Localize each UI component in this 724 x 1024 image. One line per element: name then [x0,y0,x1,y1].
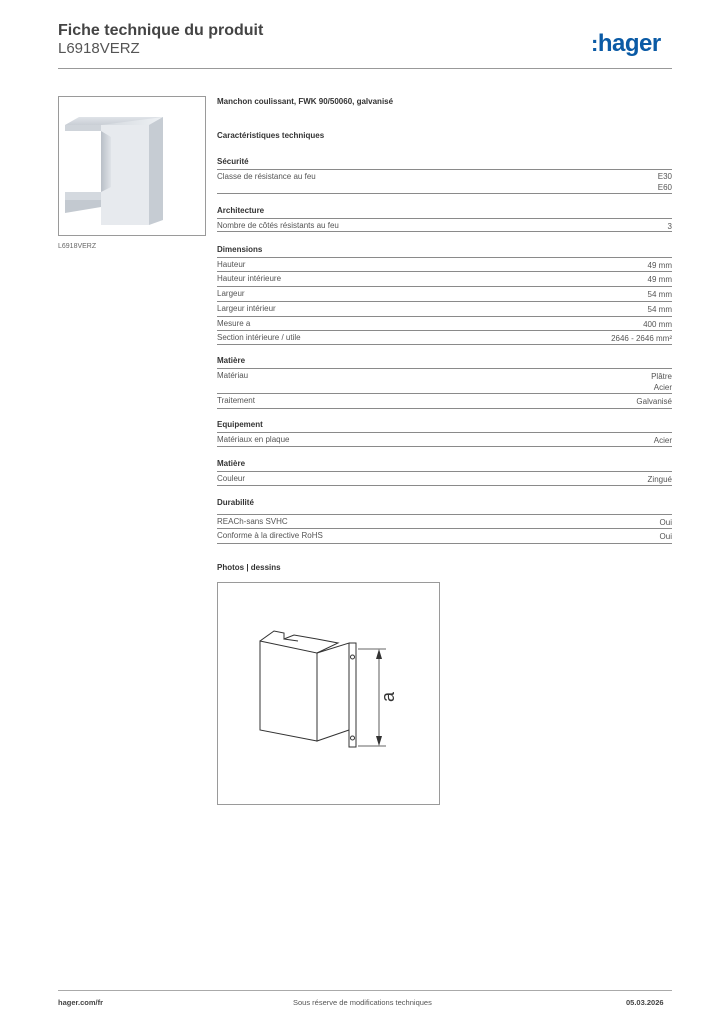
spec-label: Conforme à la directive RoHS [217,531,323,540]
spec-label: Classe de résistance au feu [217,172,316,181]
photos-title: Photos | dessins [217,563,281,572]
product-reference: L6918VERZ [58,40,140,57]
spec-row [217,169,672,194]
spec-row [217,331,672,345]
logo-text: hager [597,30,661,57]
spec-row [217,218,672,232]
spec-value: Galvanisé [636,397,672,406]
section-title-architecture: Architecture [217,206,265,215]
spec-value: 49 mm [647,275,672,284]
spec-value: E30 E60 [657,172,672,192]
spec-value: Plâtre Acier [651,372,672,392]
footer-disclaimer: Sous réserve de modifications techniques [293,998,432,1007]
header-divider [58,68,672,69]
thumbnail-caption: L6918VERZ [58,243,97,250]
technical-drawing [217,582,440,805]
spec-value: Oui [659,532,672,541]
footer-date: 05.03.2026 [626,998,664,1007]
product-description: Manchon coulissant, FWK 90/50060, galvanisé [217,97,394,106]
dimension-label: a [378,691,398,703]
section-title-securite: Sécurité [217,157,249,166]
spec-value: 54 mm [647,290,672,299]
spec-label: Traitement [217,396,255,405]
page-title: Fiche technique du produit [58,22,264,39]
footer-website-link[interactable]: hager.com/fr [58,998,104,1007]
spec-value: Acier [653,436,672,445]
technical-drawing-svg [218,583,439,804]
spec-row [217,529,672,544]
spec-row [217,432,672,447]
spec-label: Largeur [217,289,245,298]
spec-row [217,471,672,486]
spec-label: Couleur [217,474,246,483]
footer-divider [58,990,672,991]
product-photo [59,97,205,235]
product-thumbnail [58,96,206,236]
spec-value: 2646 - 2646 mm² [611,334,672,343]
spec-row [217,272,672,287]
spec-value: 49 mm [647,261,672,270]
section-title-dimensions: Dimensions [217,245,263,254]
spec-label: Nombre de côtés résistants au feu [217,221,339,230]
spec-row [217,394,672,409]
hager-logo[interactable]: :hager [591,30,661,57]
characteristics-title: Caractéristiques techniques [217,131,325,140]
spec-row [217,368,672,394]
spec-label: Matériau [217,371,249,380]
section-title-matiere: Matière [217,356,246,365]
spec-label: Hauteur [217,260,246,269]
spec-row [217,287,672,302]
spec-row [217,317,672,331]
spec-label: Mesure a [217,319,251,328]
spec-row [217,257,672,272]
section-title-matiere-couleur: Matière [217,459,246,468]
spec-value: 3 [667,222,672,231]
spec-value: Oui [659,518,672,527]
spec-label: REACh-sans SVHC [217,517,288,526]
spec-label: Matériaux en plaque [217,435,290,444]
spec-label: Section intérieure / utile [217,333,301,342]
spec-label: Hauteur intérieure [217,274,282,283]
spec-value: Zingué [647,475,672,484]
section-title-equipement: Equipement [217,420,263,429]
spec-row [217,514,672,529]
section-title-durabilite: Durabilité [217,498,254,507]
spec-label: Largeur intérieur [217,304,276,313]
spec-row [217,302,672,317]
spec-value: 54 mm [647,305,672,314]
spec-value: 400 mm [643,320,672,329]
